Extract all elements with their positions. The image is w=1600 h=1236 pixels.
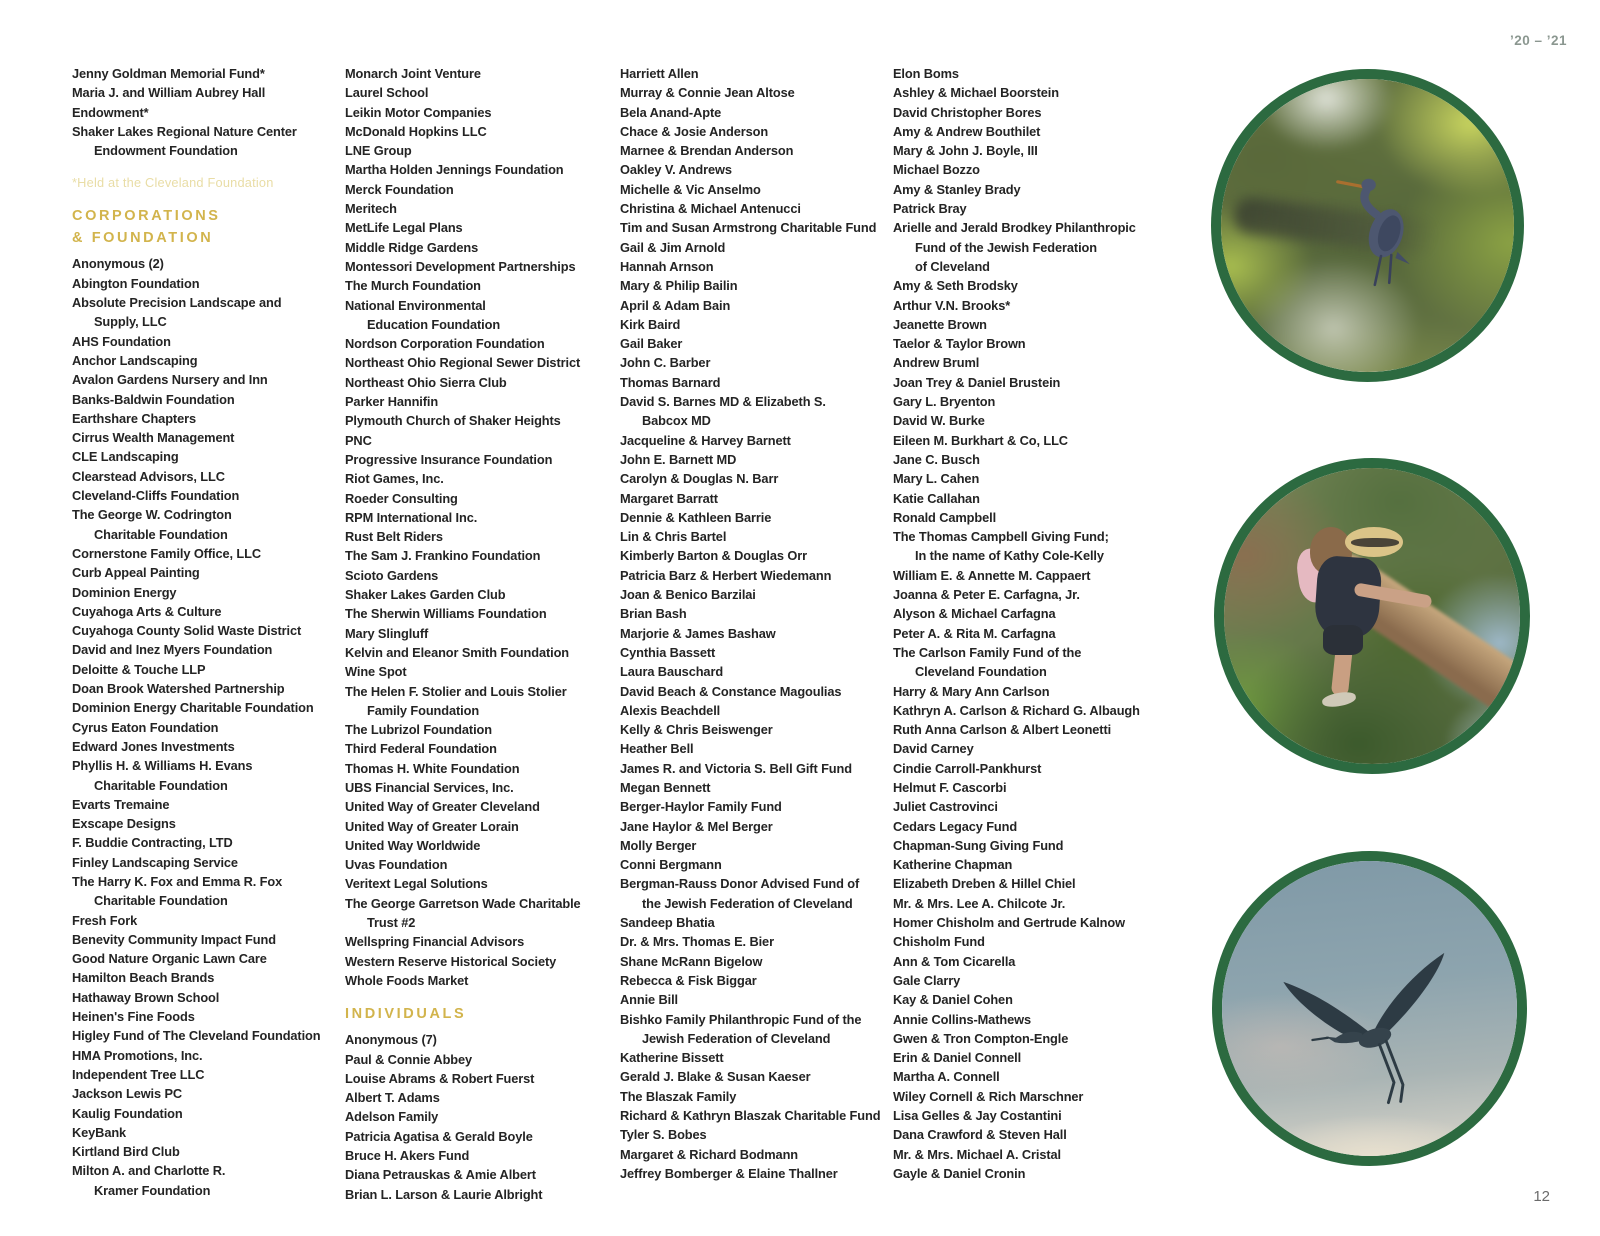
donor-name: Meritech [345, 201, 397, 217]
donor-name: Cornerstone Family Office, LLC [72, 545, 261, 561]
donor-name-continued: Trust #2 [367, 915, 416, 931]
donor-name: Christina & Michael Antenucci [620, 201, 801, 217]
donor-name: Harriett Allen [620, 66, 699, 81]
donor-name: Higley Fund of The Cleveland Foundation [72, 1028, 321, 1044]
donor-name: Rust Belt Riders [345, 529, 443, 545]
donor-name: Thomas Barnard [620, 374, 721, 390]
donor-name: Cindie Carroll-Pankhurst [893, 760, 1042, 776]
donor-name: Jenny Goldman Memorial Fund* [72, 66, 265, 81]
donor-name: Veritext Legal Solutions [345, 876, 488, 892]
donor-name: Leikin Motor Companies [345, 104, 492, 120]
donor-name: HMA Promotions, Inc. [72, 1047, 203, 1063]
donor-name: Arielle and Jerald Brodkey Philanthropic [893, 220, 1136, 236]
footnote-text: *Held at the Cleveland Foundation [72, 175, 274, 191]
donor-name: Mr. & Mrs. Lee A. Chilcote Jr. [893, 895, 1066, 911]
donor-name: The Thomas Campbell Giving Fund; [893, 529, 1109, 545]
donor-name: Phyllis H. & Williams H. Evans [72, 758, 253, 774]
donor-name: Nordson Corporation Foundation [345, 336, 545, 352]
donor-name: Murray & Connie Jean Altose [620, 85, 795, 101]
donor-name: RPM International Inc. [345, 509, 478, 525]
donor-name: Northeast Ohio Sierra Club [345, 374, 507, 390]
donor-name: Shaker Lakes Garden Club [345, 587, 506, 603]
donor-name-continued: In the name of Kathy Cole-Kelly [915, 548, 1104, 564]
donor-name: Parker Hannifin [345, 394, 439, 410]
donor-name: F. Buddie Contracting, LTD [72, 835, 233, 851]
donor-name: Edward Jones Investments [72, 738, 235, 754]
donor-name: Riot Games, Inc. [345, 471, 444, 487]
donor-name: Tyler S. Bobes [620, 1127, 707, 1143]
donor-name: Gwen & Tron Compton-Engle [893, 1030, 1069, 1046]
donor-name: Dominion Energy Charitable Foundation [72, 700, 314, 716]
donor-name: Kathryn A. Carlson & Richard G. Albaugh [893, 702, 1140, 718]
donor-name: Patrick Bray [893, 201, 967, 217]
donor-name: Benevity Community Impact Fund [72, 931, 276, 947]
donor-name-continued: Family Foundation [367, 702, 480, 718]
donor-name: Lin & Chris Bartel [620, 529, 727, 545]
donor-name: Cirrus Wealth Management [72, 430, 235, 446]
donor-name: The Lubrizol Foundation [345, 722, 492, 738]
donor-name: The Murch Foundation [345, 278, 481, 294]
donor-name: Laurel School [345, 85, 429, 101]
donor-name: Joan & Benico Barzilai [620, 587, 756, 603]
donor-name: Hathaway Brown School [72, 989, 220, 1005]
donor-name: Dr. & Mrs. Thomas E. Bier [620, 934, 774, 950]
donor-name: Banks-Baldwin Foundation [72, 391, 235, 407]
donor-name: Shaker Lakes Regional Nature Center [72, 123, 297, 139]
donor-name: Cedars Legacy Fund [893, 818, 1018, 834]
page-number: 12 [1533, 1188, 1550, 1205]
donor-name: Abington Foundation [72, 275, 200, 291]
donor-name: Marjorie & James Bashaw [620, 625, 776, 641]
donor-name: Exscape Designs [72, 816, 176, 832]
donor-name: Merck Foundation [345, 181, 454, 197]
donor-column-3 [620, 64, 892, 1183]
donor-name: Arthur V.N. Brooks* [893, 297, 1011, 313]
donor-name: Plymouth Church of Shaker Heights [345, 413, 561, 429]
donor-name: Bruce H. Akers Fund [345, 1148, 470, 1164]
donor-name: The Blaszak Family [620, 1088, 737, 1104]
donor-name: Alexis Beachdell [620, 702, 721, 718]
donor-name: William E. & Annette M. Cappaert [893, 567, 1091, 583]
donor-name: Gary L. Bryenton [893, 394, 996, 410]
donor-name: Northeast Ohio Regional Sewer District [345, 355, 581, 371]
donor-name: Paul & Connie Abbey [345, 1051, 473, 1067]
donor-name: Kirtland Bird Club [72, 1144, 180, 1160]
donor-name: Roeder Consulting [345, 490, 458, 506]
donor-name: Wine Spot [345, 664, 407, 680]
donor-name: Chace & Josie Anderson [620, 123, 769, 139]
donor-name: KeyBank [72, 1124, 127, 1140]
donor-name: Michelle & Vic Anselmo [620, 181, 761, 197]
donor-name: Milton A. and Charlotte R. [72, 1163, 226, 1179]
donor-name: Gale Clarry [893, 972, 961, 988]
donor-name: Margaret & Richard Bodmann [620, 1146, 799, 1162]
donor-name: Conni Bergmann [620, 857, 722, 873]
donor-name: Alyson & Michael Carfagna [893, 606, 1056, 622]
donor-name: Absolute Precision Landscape and [72, 295, 282, 311]
donor-name: Endowment* [72, 104, 149, 120]
donor-name: Lisa Gelles & Jay Costantini [893, 1108, 1062, 1124]
donor-column-2 [345, 64, 617, 1204]
edition-label: ’20 – ’21 [1509, 33, 1567, 48]
donor-name: Heinen's Fine Foods [72, 1009, 195, 1025]
donor-name: Berger-Haylor Family Fund [620, 799, 782, 815]
donor-name: Mary & Philip Bailin [620, 278, 738, 294]
donor-name: John C. Barber [620, 355, 711, 371]
donor-name-continued: the Jewish Federation of Cleveland [642, 895, 853, 911]
donor-name: Diana Petrauskas & Amie Albert [345, 1167, 536, 1183]
donor-name: The Carlson Family Fund of the [893, 644, 1082, 660]
section-heading: INDIVIDUALS [345, 1006, 467, 1023]
donor-name: Amy & Seth Brodsky [893, 278, 1018, 294]
donor-name: Oakley V. Andrews [620, 162, 732, 178]
donor-name: Clearstead Advisors, LLC [72, 468, 225, 484]
donor-name: Kirk Baird [620, 316, 681, 332]
donor-name: Jane Haylor & Mel Berger [620, 818, 773, 834]
donor-name-continued: Jewish Federation of Cleveland [642, 1030, 831, 1046]
donor-name: Third Federal Foundation [345, 741, 497, 757]
donor-name: David S. Barnes MD & Elizabeth S. [620, 394, 826, 410]
donor-name: Independent Tree LLC [72, 1066, 205, 1082]
donor-name: AHS Foundation [72, 333, 171, 349]
donor-name: Doan Brook Watershed Partnership [72, 681, 285, 697]
heron-flying-silhouette [1260, 926, 1490, 1116]
donor-name: Gail & Jim Arnold [620, 239, 726, 255]
donor-name: United Way of Greater Cleveland [345, 799, 540, 815]
donor-name: Ann & Tom Cicarella [893, 953, 1016, 969]
donor-name: Richard & Kathryn Blaszak Charitable Fund [620, 1108, 881, 1124]
donor-name: Rebecca & Fisk Biggar [620, 972, 757, 988]
donor-name: Heather Bell [620, 741, 694, 757]
donor-name: John E. Barnett MD [620, 451, 737, 467]
adult-shorts [1323, 625, 1363, 655]
donor-name: Progressive Insurance Foundation [345, 451, 553, 467]
donor-name: Kimberly Barton & Douglas Orr [620, 548, 807, 564]
donor-name: Joan Trey & Daniel Brustein [893, 374, 1061, 390]
donor-name: Middle Ridge Gardens [345, 239, 479, 255]
donor-name-continued: Fund of the Jewish Federation [915, 239, 1097, 255]
donor-name: Helmut F. Cascorbi [893, 779, 1007, 795]
donor-name: David Beach & Constance Magoulias [620, 683, 842, 699]
donor-name: Bela Anand-Apte [620, 104, 722, 120]
donor-name: Katie Callahan [893, 490, 980, 506]
donor-name: Juliet Castrovinci [893, 799, 998, 815]
donor-name-continued: Kramer Foundation [94, 1182, 211, 1198]
donor-name-continued: of Cleveland [915, 258, 990, 274]
donor-name-continued: Cleveland Foundation [915, 664, 1047, 680]
donor-name: Peter A. & Rita M. Carfagna [893, 625, 1056, 641]
donor-name: Avalon Gardens Nursery and Inn [72, 372, 268, 388]
donor-name: David and Inez Myers Foundation [72, 642, 273, 658]
donor-name: The George Garretson Wade Charitable [345, 895, 581, 911]
donor-name: Kaulig Foundation [72, 1105, 183, 1121]
photo-heron-flying [1212, 851, 1527, 1166]
donor-name: Monarch Joint Venture [345, 66, 481, 81]
donor-name: Martha A. Connell [893, 1069, 1000, 1085]
donor-name: Kay & Daniel Cohen [893, 992, 1013, 1008]
donor-name: David Carney [893, 741, 974, 757]
donor-name: Tim and Susan Armstrong Charitable Fund [620, 220, 877, 236]
donor-name: Patricia Barz & Herbert Wiedemann [620, 567, 832, 583]
donor-name: Mary L. Cahen [893, 471, 980, 487]
donor-name-continued: Charitable Foundation [94, 777, 228, 793]
donor-name: Elon Boms [893, 66, 959, 81]
donor-name-continued: Endowment Foundation [94, 143, 238, 159]
donor-name: Eileen M. Burkhart & Co, LLC [893, 432, 1068, 448]
donor-name-continued: Supply, LLC [94, 314, 167, 330]
donor-name: Bishko Family Philanthropic Fund of the [620, 1011, 862, 1027]
donor-name: Louise Abrams & Robert Fuerst [345, 1070, 535, 1086]
donor-name: Jacqueline & Harvey Barnett [620, 432, 791, 448]
donor-name: Carolyn & Douglas N. Barr [620, 471, 779, 487]
donor-name: Hannah Arnson [620, 258, 714, 274]
donor-name: The George W. Codrington [72, 507, 232, 523]
donor-name: Homer Chisholm and Gertrude Kalnow [893, 915, 1125, 931]
donor-name: Amy & Andrew Bouthilet [893, 123, 1041, 139]
donor-name: Shane McRann Bigelow [620, 953, 763, 969]
donor-name: Western Reserve Historical Society [345, 953, 557, 969]
donor-name: Anchor Landscaping [72, 352, 198, 368]
photo-creek-explorers [1214, 458, 1530, 774]
donor-name: United Way of Greater Lorain [345, 818, 519, 834]
donor-name: Taelor & Taylor Brown [893, 336, 1026, 352]
donor-name: UBS Financial Services, Inc. [345, 779, 514, 795]
donor-name: Evarts Tremaine [72, 796, 170, 812]
donor-name: Thomas H. White Foundation [345, 760, 520, 776]
donor-name: Katherine Bissett [620, 1050, 724, 1066]
donor-name: The Sam J. Frankino Foundation [345, 548, 541, 564]
donor-name: Cuyahoga County Solid Waste District [72, 623, 302, 639]
heron-standing-silhouette [1329, 155, 1433, 289]
donor-name: PNC [345, 432, 372, 448]
donor-name: Jeanette Brown [893, 316, 987, 332]
donor-name: Scioto Gardens [345, 567, 439, 583]
donor-column-1 [72, 64, 344, 1200]
donor-name-continued: Charitable Foundation [94, 526, 228, 542]
donor-name: Kelly & Chris Beiswenger [620, 722, 773, 738]
donor-name: Good Nature Organic Lawn Care [72, 951, 267, 967]
donor-name: Jackson Lewis PC [72, 1086, 183, 1102]
donor-name: Bergman-Rauss Donor Advised Fund of [620, 876, 860, 892]
donor-name: Hamilton Beach Brands [72, 970, 215, 986]
donor-name: Kelvin and Eleanor Smith Foundation [345, 644, 570, 660]
donor-name: Dennie & Kathleen Barrie [620, 509, 772, 525]
donor-name: National Environmental [345, 297, 486, 313]
donor-name: Molly Berger [620, 837, 697, 853]
section-heading: CORPORATIONS [72, 208, 221, 225]
donor-name: Gayle & Daniel Cronin [893, 1165, 1026, 1181]
donor-name: Whole Foods Market [345, 972, 469, 988]
donor-name: Erin & Daniel Connell [893, 1050, 1022, 1066]
donor-name: David Christopher Bores [893, 104, 1042, 120]
donor-name: Mr. & Mrs. Michael A. Cristal [893, 1146, 1062, 1162]
donor-name: Ronald Campbell [893, 509, 997, 525]
donor-name: Laura Bauschard [620, 664, 724, 680]
donor-name: The Harry K. Fox and Emma R. Fox [72, 873, 283, 889]
donor-name: Jeffrey Bomberger & Elaine Thallner [620, 1165, 838, 1181]
donor-name: Earthshare Chapters [72, 410, 196, 426]
donor-name: Dana Crawford & Steven Hall [893, 1127, 1067, 1143]
donor-name: Annie Collins-Mathews [893, 1011, 1031, 1027]
donor-name-continued: Babcox MD [642, 413, 711, 429]
donor-name: LNE Group [345, 143, 412, 159]
donor-name: David W. Burke [893, 413, 985, 429]
donor-name: Fresh Fork [72, 912, 138, 928]
donor-name: Anonymous (7) [345, 1032, 437, 1048]
donor-name: Cynthia Bassett [620, 644, 716, 660]
donor-name: Deloitte & Touche LLP [72, 661, 206, 677]
donor-name-continued: Charitable Foundation [94, 893, 228, 909]
donor-name: Cuyahoga Arts & Culture [72, 603, 222, 619]
donor-name: Michael Bozzo [893, 162, 980, 178]
donor-column-4 [893, 64, 1165, 1183]
donor-name: Margaret Barratt [620, 490, 718, 506]
donor-name: Marnee & Brendan Anderson [620, 143, 794, 159]
donor-name: Ruth Anna Carlson & Albert Leonetti [893, 722, 1112, 738]
donor-name: Dominion Energy [72, 584, 177, 600]
donor-name: MetLife Legal Plans [345, 220, 463, 236]
donor-name: Chisholm Fund [893, 934, 985, 950]
donor-name: Amy & Stanley Brady [893, 181, 1021, 197]
donor-name: Harry & Mary Ann Carlson [893, 683, 1050, 699]
donor-name: United Way Worldwide [345, 837, 481, 853]
donor-name: Cleveland-Cliffs Foundation [72, 488, 240, 504]
donor-name: Wellspring Financial Advisors [345, 934, 525, 950]
donor-name: Brian Bash [620, 606, 687, 622]
donor-name: Megan Bennett [620, 779, 711, 795]
donor-name: Chapman-Sung Giving Fund [893, 837, 1064, 853]
donor-name: CLE Landscaping [72, 449, 179, 465]
donor-name: Anonymous (2) [72, 256, 164, 272]
donor-name: Gerald J. Blake & Susan Kaeser [620, 1069, 811, 1085]
donor-name: Adelson Family [345, 1109, 439, 1125]
donor-name: Mary & John J. Boyle, III [893, 143, 1038, 159]
donor-name: Brian L. Larson & Laurie Albright [345, 1186, 543, 1202]
donor-name: Albert T. Adams [345, 1090, 440, 1106]
section-heading: & FOUNDATION [72, 230, 214, 247]
hat-band [1351, 538, 1399, 547]
donor-name: The Helen F. Stolier and Louis Stolier [345, 683, 567, 699]
donor-name: Patricia Agatisa & Gerald Boyle [345, 1128, 533, 1144]
donor-name: Katherine Chapman [893, 857, 1013, 873]
donor-name: Wiley Cornell & Rich Marschner [893, 1088, 1084, 1104]
donor-name: Martha Holden Jennings Foundation [345, 162, 564, 178]
donor-name: Andrew Bruml [893, 355, 980, 371]
donor-name: Curb Appeal Painting [72, 565, 200, 581]
donor-name: Annie Bill [620, 992, 679, 1008]
donor-name: Maria J. and William Aubrey Hall [72, 85, 266, 101]
donor-name: Sandeep Bhatia [620, 915, 715, 931]
donor-name: Ashley & Michael Boorstein [893, 85, 1059, 101]
donor-name-continued: Education Foundation [367, 316, 501, 332]
donor-name: Joanna & Peter E. Carfagna, Jr. [893, 587, 1080, 603]
donor-name: April & Adam Bain [620, 297, 731, 313]
donor-name: Montessori Development Partnerships [345, 258, 576, 274]
donor-name: Cyrus Eaton Foundation [72, 719, 219, 735]
donor-name: Uvas Foundation [345, 857, 448, 873]
donor-name: McDonald Hopkins LLC [345, 123, 487, 139]
donor-name: James R. and Victoria S. Bell Gift Fund [620, 760, 852, 776]
donor-name: Gail Baker [620, 336, 683, 352]
photo-heron-standing [1211, 69, 1524, 382]
donor-name: The Sherwin Williams Foundation [345, 606, 547, 622]
donor-name: Elizabeth Dreben & Hillel Chiel [893, 876, 1076, 892]
donor-name: Jane C. Busch [893, 451, 980, 467]
donor-name: Mary Slingluff [345, 625, 429, 641]
donor-name: Finley Landscaping Service [72, 854, 238, 870]
